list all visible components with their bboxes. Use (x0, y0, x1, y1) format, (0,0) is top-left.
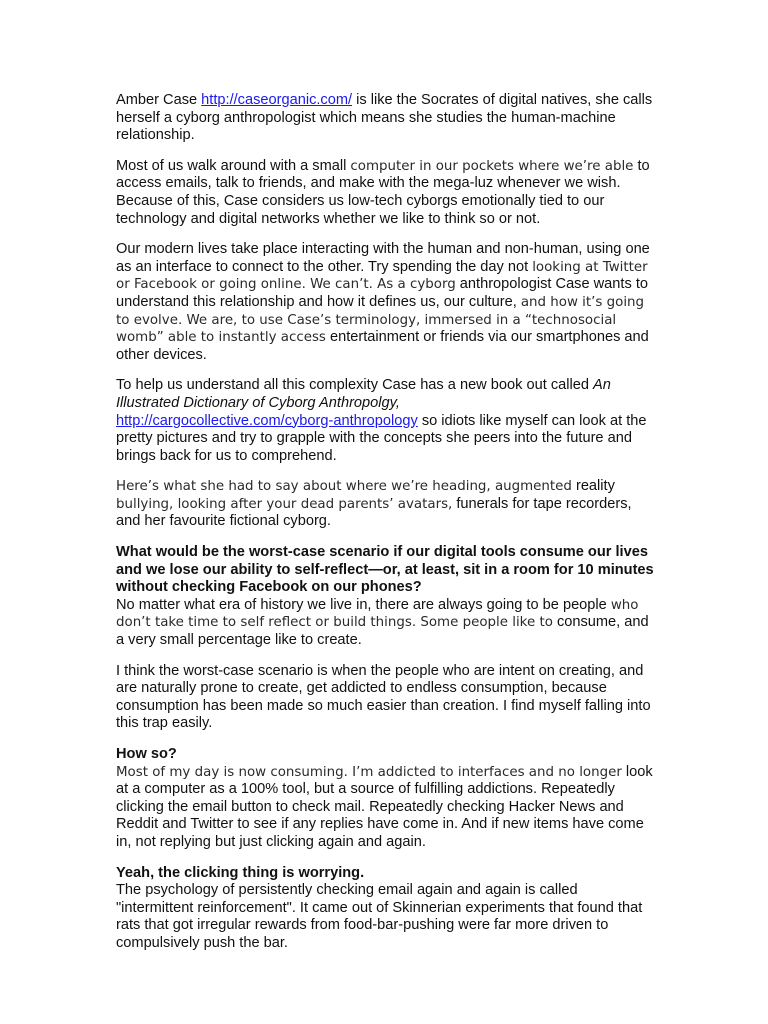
book-text-start: To help us understand all this complexity Case has a new book out called (116, 377, 594, 394)
answer-1-text-start: No matter what era of history we live in, there are always going to be people (116, 596, 611, 613)
modern-text-middle: anthropologist Case wants to understand this relationship and how it defines us, our culture, (116, 276, 648, 310)
interview-question-3: Yeah, the clicking thing is worrying. (116, 864, 365, 881)
interview-answer-2 (116, 764, 656, 852)
intro-paragraph (116, 92, 656, 145)
heading-text-alt-2: bullying, looking after your dead parents’ avatars, (116, 496, 453, 512)
caseorganic-link[interactable]: http://caseorganic.com/ (201, 92, 353, 108)
intro-text-end: is like the Socrates of digital natives, she calls herself a cyborg anthropologist which means she studies the human-machine relationship. (116, 92, 653, 144)
interview-question-2: How so? (116, 746, 177, 762)
pocket-text-start: Most of us walk around with a small (116, 157, 351, 174)
answer-2-text-alt: Most of my day is now consuming. I’m addicted to interfaces and no longer (116, 764, 622, 780)
pocket-computer-paragraph (116, 158, 656, 228)
modern-text-alt-1: looking at Twitter or Facebook or going online. We can’t. As a cyborg (116, 259, 648, 293)
answer-1-text-end: consume, and a very small percentage like to create. (116, 614, 649, 649)
modern-text-start: Our modern lives take place interacting with the human and non-human, using one as an interface to connect to the other. Try spending the day not (116, 241, 650, 275)
heading-text-middle: reality (571, 478, 615, 495)
book-title: An Illustrated Dictionary of Cyborg Anthropolgy, (116, 377, 611, 411)
answer-1-text-alt: who don’t take time to self reflect or build things. Some people like to (116, 597, 639, 631)
book-text-end: so idiots like myself can look at the pretty pictures and try to grapple with the concepts she peers into the future and brings back for us to comprehend. (116, 412, 647, 464)
interview-question-1: What would be the worst-case scenario if our digital tools consume our lives and we lose our ability to self-reflect—or, at least, sit in a room for 10 minutes without checking Facebook on our phones? (116, 544, 654, 596)
interview-answer-1 (116, 597, 656, 650)
heading-text-end: funerals for tape recorders, and her favourite fictional cyborg. (116, 495, 632, 530)
modern-text-end: entertainment or friends via our smartphones and other devices. (116, 329, 649, 363)
intro-text-start: Amber Case (116, 92, 202, 108)
answer-2-text: look at a computer as a 100% tool, but a source of fulfilling addictions. Repeatedly clicking the email button to check mail. Repeatedly checking Hacker News and Reddit and Twitter to see if any replies have come in. And if new items have come in, not replying but just clicking again and again. (116, 763, 653, 850)
modern-lives-paragraph (116, 241, 656, 364)
document-page (116, 92, 656, 966)
pocket-text-end: to access emails, talk to friends, and make with the mega-luz whenever we wish. Because of this, Case considers us low-tech cyborgs emotionally tied to our technology and digital networks whether we like to think so or not. (116, 157, 650, 227)
heading-text-alt-1: Here’s what she had to say about where we’re heading, augmented (116, 479, 572, 495)
cargocollective-link[interactable]: http://cargocollective.com/cyborg-anthropology (116, 412, 418, 429)
interview-answer-3: The psychology of persistently checking email again and again is called "intermittent reinforcement". It came out of Skinnerian experiments that found that rats that got irregular rewards from food-bar-pushing were far more driven to compulsively push the bar. (116, 882, 643, 951)
modern-text-alt-2: and how it’s going to evolve. We are, to use Case’s terminology, immersed in a “technosocial womb” able to instantly access (116, 294, 645, 346)
pocket-text-alt: computer in our pockets where we’re able (350, 158, 634, 174)
heading-paragraph (116, 478, 656, 531)
worst-case-paragraph: I think the worst-case scenario is when the people who are intent on creating, and are naturally prone to create, get addicted to endless consumption, because consumption has been made so much easier than creation. I find myself falling into this trap easily. (116, 662, 651, 732)
book-paragraph (116, 377, 656, 465)
